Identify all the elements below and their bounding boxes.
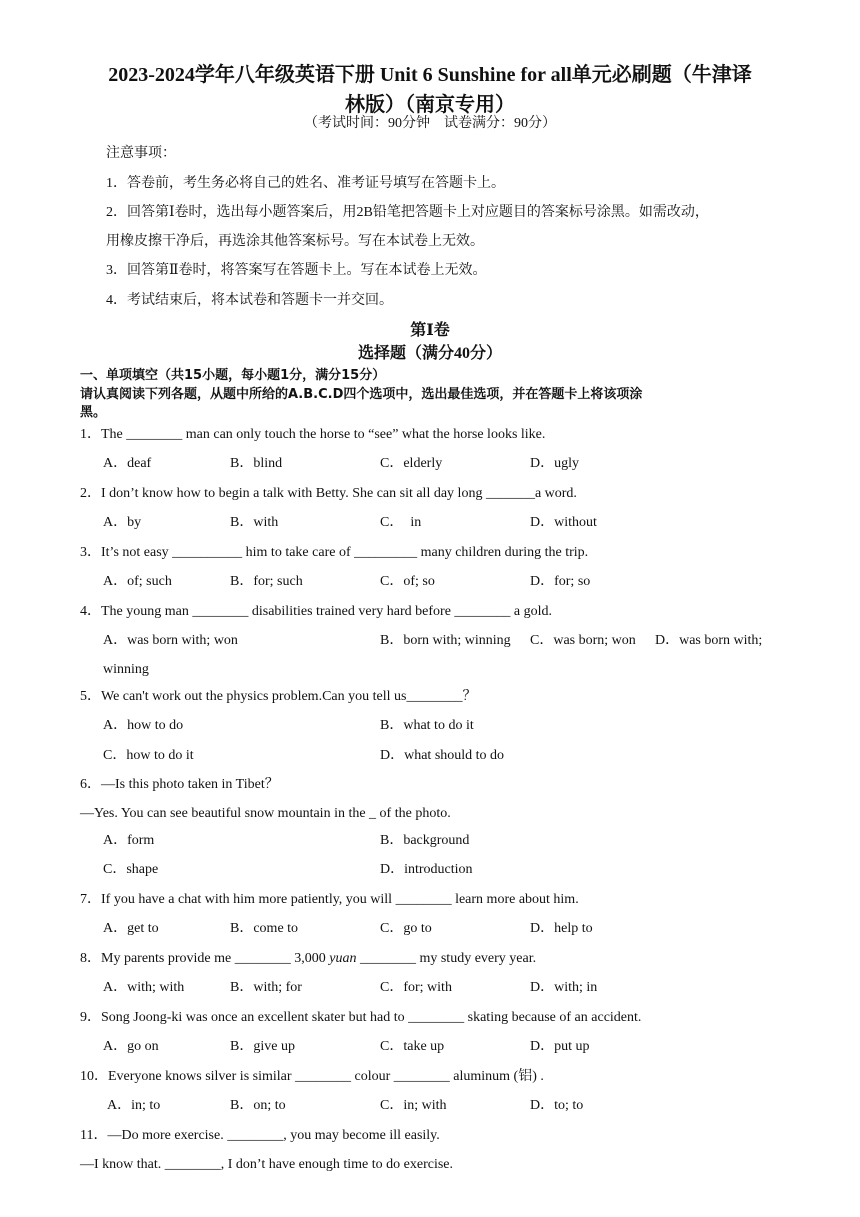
question-10-option-d: D．to; to	[530, 1098, 584, 1113]
question-3-option-c: C．of; so	[380, 574, 435, 589]
note-item: 用橡皮擦干净后，再选涂其他答案标号。写在本试卷上无效。	[106, 234, 484, 249]
question-7-option-a: A．get to	[103, 921, 159, 936]
question-9-option-b: B．give up	[230, 1039, 295, 1054]
question-10-option-b: B．on; to	[230, 1098, 286, 1113]
question-8-option-c: C．for; with	[380, 980, 452, 995]
question-6-stem-reply: —Yes. You can see beautiful snow mountain in the _ of the photo.	[80, 806, 451, 821]
question-4-option-b: B．born with; winning	[380, 633, 511, 648]
question-3-option-a: A．of; such	[103, 574, 172, 589]
question-1-option-c: C．elderly	[380, 456, 443, 471]
question-9-stem: 9．Song Joong-ki was once an excellent skater but had to ________ skating because of an accident.	[80, 1010, 642, 1025]
question-9-option-c: C．take up	[380, 1039, 445, 1054]
question-11-stem-reply: —I know that. ________, I don’t have enough time to do exercise.	[80, 1157, 453, 1172]
question-5-option-d: D．what should to do	[380, 748, 505, 763]
question-5-option-b: B．what to do it	[380, 718, 474, 733]
question-1-stem: 1．The ________ man can only touch the horse to “see” what the horse looks like.	[80, 427, 546, 442]
question-3-option-d: D．for; so	[530, 574, 591, 589]
question-11-stem: 11．—Do more exercise. ________, you may become ill easily.	[80, 1128, 440, 1143]
note-item: 2．回答第Ⅰ卷时，选出每小题答案后，用2B铅笔把答题卡上对应题目的答案标号涂黑。如需改动，	[106, 205, 709, 220]
volume-heading: 第Ⅰ卷	[410, 322, 450, 339]
question-6-option-d: D．introduction	[380, 862, 473, 877]
question-5-stem: 5．We can't work out the physics problem.Can you tell us________？	[80, 689, 477, 704]
question-1-option-d: D．ugly	[530, 456, 579, 471]
question-4-option-d: D．was born with;	[655, 633, 763, 648]
question-3-stem: 3．It’s not easy __________ him to take care of _________ many children during the trip.	[80, 545, 589, 560]
instruction-line-1: 请认真阅读下列各题，从题中所给的A.B.C.D四个选项中，选出最佳选项，并在答题卡上将该项涂	[80, 387, 643, 402]
question-8-option-b: B．with; for	[230, 980, 302, 995]
note-item: 1．答卷前，考生务必将自己的姓名、准考证号填写在答题卡上。	[106, 176, 505, 191]
question-4-option-d-continued: winning	[103, 662, 149, 677]
question-2-option-d: D．without	[530, 515, 597, 530]
question-10-stem: 10．Everyone knows silver is similar ________ colour ________ aluminum (铝) .	[80, 1069, 544, 1084]
question-7-stem: 7．If you have a chat with him more patiently, you will ________ learn more about him.	[80, 892, 579, 907]
question-5-option-c: C．how to do it	[103, 748, 194, 763]
question-1-option-a: A．deaf	[103, 456, 152, 471]
title-line-2: 林版）（南京专用）	[345, 94, 515, 116]
question-8-stem-end: ________ my study every year.	[356, 951, 537, 966]
exam-title	[60, 60, 800, 120]
question-7-option-c: C．go to	[380, 921, 432, 936]
question-2-option-a: A．by	[103, 515, 142, 530]
question-2-stem: 2．I don’t know how to begin a talk with Betty. She can sit all day long _______a word.	[80, 486, 577, 501]
question-3-option-b: B．for; such	[230, 574, 303, 589]
question-8-stem-start: 8．My parents provide me ________ 3,000	[80, 951, 330, 966]
section-subtitle: 选择题（满分40分）	[357, 345, 502, 362]
question-4-option-c: C．was born; won	[530, 633, 636, 648]
question-2-option-c: C． in	[380, 515, 422, 530]
question-5-option-a: A．how to do	[103, 718, 184, 733]
part-heading: 一、单项填空（共15小题，每小题1分，满分15分）	[80, 368, 386, 383]
question-6-option-b: B．background	[380, 833, 470, 848]
exam-info: （考试时间：90分钟 试卷满分：90分）	[304, 116, 556, 131]
question-8-stem-italic: yuan	[329, 951, 357, 966]
question-8-option-a: A．with; with	[103, 980, 185, 995]
question-6-option-a: A．form	[103, 833, 155, 848]
question-8-stem	[80, 950, 536, 968]
question-4-option-a: A．was born with; won	[103, 633, 238, 648]
question-7-option-b: B．come to	[230, 921, 299, 936]
question-10-option-c: C．in; with	[380, 1098, 447, 1113]
question-6-stem: 6．—Is this photo taken in Tibet？	[80, 777, 279, 792]
title-line-1: 2023-2024学年八年级英语下册 Unit 6 Sunshine for all单元必刷题（牛津译	[108, 64, 752, 86]
question-8-option-d: D．with; in	[530, 980, 598, 995]
question-9-option-d: D．put up	[530, 1039, 590, 1054]
question-1-option-b: B．blind	[230, 456, 283, 471]
question-9-option-a: A．go on	[103, 1039, 159, 1054]
question-10-option-a: A．in; to	[107, 1098, 161, 1113]
note-item: 4．考试结束后，将本试卷和答题卡一并交回。	[106, 293, 393, 308]
question-4-stem: 4．The young man ________ disabilities trained very hard before ________ a gold.	[80, 604, 553, 619]
notes-heading: 注意事项：	[106, 146, 176, 161]
question-2-option-b: B．with	[230, 515, 279, 530]
question-6-option-c: C．shape	[103, 862, 159, 877]
question-7-option-d: D．help to	[530, 921, 593, 936]
note-item: 3．回答第Ⅱ卷时，将答案写在答题卡上。写在本试卷上无效。	[106, 263, 487, 278]
instruction-line-2: 黑。	[80, 405, 107, 420]
